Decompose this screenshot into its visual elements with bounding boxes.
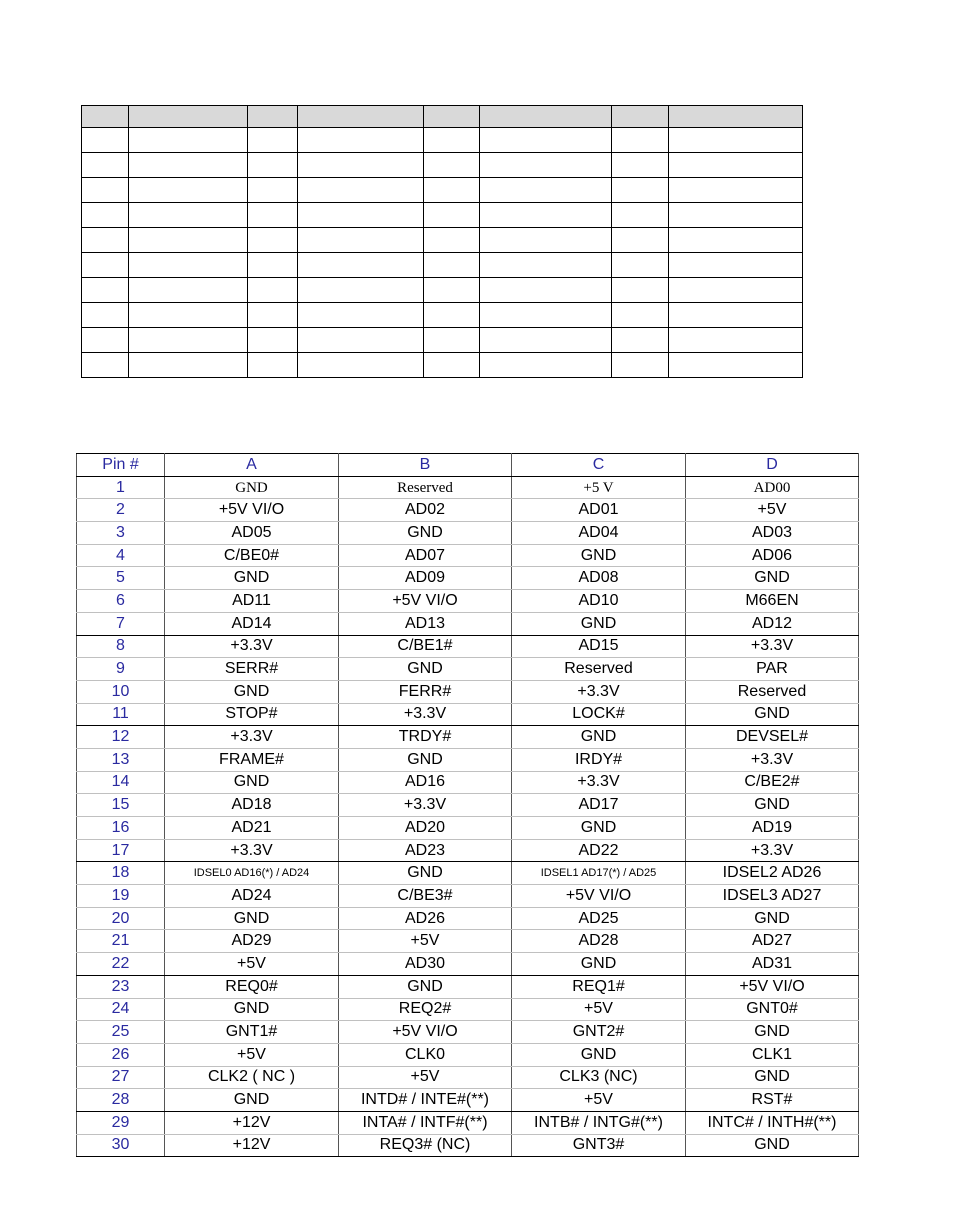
empty-grid-cell	[129, 128, 248, 153]
empty-grid-cell	[424, 153, 480, 178]
cell-b: AD02	[339, 499, 512, 522]
empty-grid-cell	[248, 106, 298, 128]
cell-pin: 9	[77, 658, 165, 681]
cell-d: AD06	[686, 544, 859, 567]
cell-b: AD13	[339, 612, 512, 635]
empty-grid-cell	[612, 153, 669, 178]
table-row	[77, 680, 859, 703]
empty-grid-cell	[248, 253, 298, 278]
cell-a: GND	[165, 476, 339, 499]
table-row	[77, 907, 859, 930]
empty-grid-cell	[669, 128, 803, 153]
empty-grid-cell	[424, 228, 480, 253]
cell-d: C/BE2#	[686, 771, 859, 794]
cell-b: +5V	[339, 930, 512, 953]
table-row	[77, 612, 859, 635]
cell-c: +5 V	[512, 476, 686, 499]
pin-assignment-table	[76, 453, 859, 1157]
cell-b: +3.3V	[339, 703, 512, 726]
empty-grid-cell	[612, 128, 669, 153]
cell-pin: 30	[77, 1134, 165, 1157]
empty-grid-cell	[298, 328, 424, 353]
cell-c: +3.3V	[512, 771, 686, 794]
empty-grid-cell	[298, 153, 424, 178]
cell-b: GND	[339, 748, 512, 771]
empty-grid-cell	[129, 203, 248, 228]
cell-c: GNT2#	[512, 1021, 686, 1044]
empty-grid-cell	[129, 228, 248, 253]
empty-grid-cell	[612, 253, 669, 278]
cell-d: IDSEL2 AD26	[686, 862, 859, 885]
cell-a: +5V VI/O	[165, 499, 339, 522]
table-row	[77, 635, 859, 658]
empty-grid-cell	[424, 353, 480, 378]
empty-grid-cell	[248, 178, 298, 203]
empty-grid-cell	[669, 303, 803, 328]
empty-grid-cell	[298, 228, 424, 253]
empty-grid-cell	[669, 278, 803, 303]
cell-c: AD10	[512, 590, 686, 613]
cell-a: AD11	[165, 590, 339, 613]
cell-b: +5V VI/O	[339, 590, 512, 613]
table-row	[77, 1089, 859, 1112]
empty-grid-table	[81, 105, 803, 378]
cell-pin: 8	[77, 635, 165, 658]
empty-grid-cell	[669, 253, 803, 278]
cell-d: M66EN	[686, 590, 859, 613]
empty-grid-cell	[480, 353, 612, 378]
cell-a: +12V	[165, 1111, 339, 1134]
cell-b: AD07	[339, 544, 512, 567]
cell-d: GND	[686, 567, 859, 590]
cell-b: AD20	[339, 817, 512, 840]
table-row	[77, 930, 859, 953]
cell-b: AD16	[339, 771, 512, 794]
cell-a: +5V	[165, 1043, 339, 1066]
table-row	[77, 567, 859, 590]
cell-d: AD03	[686, 522, 859, 545]
table-row	[77, 998, 859, 1021]
cell-d: GND	[686, 1021, 859, 1044]
cell-pin: 3	[77, 522, 165, 545]
cell-pin: 22	[77, 953, 165, 976]
cell-b: +5V	[339, 1066, 512, 1089]
cell-c: GND	[512, 544, 686, 567]
table-row	[77, 590, 859, 613]
empty-grid-cell	[424, 278, 480, 303]
cell-c: GND	[512, 726, 686, 749]
cell-d: +3.3V	[686, 748, 859, 771]
cell-b: GND	[339, 522, 512, 545]
empty-grid-cell	[424, 253, 480, 278]
empty-grid-cell	[129, 303, 248, 328]
cell-c: GND	[512, 953, 686, 976]
cell-pin: 1	[77, 476, 165, 499]
cell-b: INTD# / INTE#(**)	[339, 1089, 512, 1112]
cell-c: INTB# / INTG#(**)	[512, 1111, 686, 1134]
cell-a: GND	[165, 907, 339, 930]
table-row	[77, 839, 859, 862]
cell-c: LOCK#	[512, 703, 686, 726]
cell-a: +3.3V	[165, 839, 339, 862]
empty-grid-cell	[298, 106, 424, 128]
empty-grid-row	[82, 228, 803, 253]
cell-a: CLK2 ( NC )	[165, 1066, 339, 1089]
empty-grid-cell	[480, 278, 612, 303]
cell-d: PAR	[686, 658, 859, 681]
cell-pin: 21	[77, 930, 165, 953]
cell-d: +3.3V	[686, 839, 859, 862]
table-row	[77, 1066, 859, 1089]
empty-grid-cell	[669, 153, 803, 178]
cell-pin: 24	[77, 998, 165, 1021]
cell-pin: 20	[77, 907, 165, 930]
cell-b: GND	[339, 975, 512, 998]
cell-d: +5V VI/O	[686, 975, 859, 998]
empty-grid-cell	[424, 128, 480, 153]
cell-b: C/BE3#	[339, 885, 512, 908]
empty-grid-cell	[480, 178, 612, 203]
empty-grid-cell	[82, 128, 129, 153]
empty-grid-cell	[612, 203, 669, 228]
cell-pin: 27	[77, 1066, 165, 1089]
cell-c: IRDY#	[512, 748, 686, 771]
cell-c: CLK3 (NC)	[512, 1066, 686, 1089]
cell-pin: 14	[77, 771, 165, 794]
table-row	[77, 499, 859, 522]
cell-a: C/BE0#	[165, 544, 339, 567]
cell-c: GND	[512, 1043, 686, 1066]
cell-a: GND	[165, 998, 339, 1021]
cell-pin: 19	[77, 885, 165, 908]
cell-b: GND	[339, 862, 512, 885]
cell-a: GNT1#	[165, 1021, 339, 1044]
cell-d: GND	[686, 703, 859, 726]
cell-c: GND	[512, 612, 686, 635]
header-b: B	[339, 454, 512, 477]
empty-grid-cell	[480, 128, 612, 153]
empty-grid-cell	[669, 203, 803, 228]
empty-grid-cell	[129, 353, 248, 378]
cell-pin: 17	[77, 839, 165, 862]
table-row	[77, 1021, 859, 1044]
empty-grid-cell	[82, 178, 129, 203]
empty-grid-cell	[298, 353, 424, 378]
empty-grid-cell	[424, 328, 480, 353]
cell-c: +5V	[512, 998, 686, 1021]
cell-a: +3.3V	[165, 726, 339, 749]
cell-c: AD04	[512, 522, 686, 545]
table-row	[77, 544, 859, 567]
empty-grid-cell	[129, 328, 248, 353]
cell-pin: 12	[77, 726, 165, 749]
empty-grid-cell	[480, 328, 612, 353]
cell-d: INTC# / INTH#(**)	[686, 1111, 859, 1134]
empty-grid-cell	[248, 128, 298, 153]
cell-b: CLK0	[339, 1043, 512, 1066]
cell-b: AD09	[339, 567, 512, 590]
table-row	[77, 476, 859, 499]
empty-grid-row	[82, 153, 803, 178]
table-row	[77, 817, 859, 840]
cell-pin: 23	[77, 975, 165, 998]
empty-grid-cell	[298, 128, 424, 153]
cell-d: GND	[686, 907, 859, 930]
cell-c: GND	[512, 817, 686, 840]
empty-grid-row	[82, 203, 803, 228]
empty-grid-cell	[612, 278, 669, 303]
empty-grid-cell	[612, 228, 669, 253]
cell-c: GNT3#	[512, 1134, 686, 1157]
empty-grid-cell	[129, 153, 248, 178]
cell-pin: 15	[77, 794, 165, 817]
cell-b: AD23	[339, 839, 512, 862]
empty-grid-cell	[480, 253, 612, 278]
empty-grid-cell	[82, 106, 129, 128]
empty-grid-cell	[424, 106, 480, 128]
cell-c: AD15	[512, 635, 686, 658]
cell-a: AD18	[165, 794, 339, 817]
empty-grid-cell	[424, 203, 480, 228]
cell-c: AD25	[512, 907, 686, 930]
table-row	[77, 726, 859, 749]
cell-d: GND	[686, 1066, 859, 1089]
empty-grid-cell	[129, 278, 248, 303]
empty-grid-cell	[248, 353, 298, 378]
cell-c: +3.3V	[512, 680, 686, 703]
cell-b: AD26	[339, 907, 512, 930]
empty-grid-cell	[248, 203, 298, 228]
cell-a: AD29	[165, 930, 339, 953]
cell-d: AD31	[686, 953, 859, 976]
cell-d: +5V	[686, 499, 859, 522]
cell-b: +5V VI/O	[339, 1021, 512, 1044]
table-row	[77, 885, 859, 908]
cell-a: +5V	[165, 953, 339, 976]
empty-grid-cell	[248, 303, 298, 328]
empty-grid-cell	[424, 303, 480, 328]
cell-d: AD19	[686, 817, 859, 840]
empty-grid-cell	[669, 106, 803, 128]
cell-c: +5V	[512, 1089, 686, 1112]
empty-grid-cell	[82, 253, 129, 278]
empty-grid-cell	[82, 153, 129, 178]
empty-grid-cell	[248, 153, 298, 178]
cell-c: REQ1#	[512, 975, 686, 998]
empty-grid-cell	[612, 106, 669, 128]
cell-a: STOP#	[165, 703, 339, 726]
cell-a: GND	[165, 771, 339, 794]
empty-grid-cell	[612, 328, 669, 353]
cell-pin: 11	[77, 703, 165, 726]
cell-b: +3.3V	[339, 794, 512, 817]
empty-grid-cell	[82, 353, 129, 378]
cell-d: RST#	[686, 1089, 859, 1112]
cell-pin: 26	[77, 1043, 165, 1066]
empty-grid-cell	[669, 228, 803, 253]
cell-c: AD17	[512, 794, 686, 817]
cell-c: AD22	[512, 839, 686, 862]
cell-d: DEVSEL#	[686, 726, 859, 749]
empty-grid-cell	[480, 106, 612, 128]
cell-pin: 13	[77, 748, 165, 771]
cell-d: GND	[686, 794, 859, 817]
cell-pin: 5	[77, 567, 165, 590]
empty-grid-cell	[480, 203, 612, 228]
empty-grid-cell	[424, 178, 480, 203]
table-row	[77, 522, 859, 545]
cell-c: +5V VI/O	[512, 885, 686, 908]
cell-d: AD27	[686, 930, 859, 953]
empty-grid-cell	[129, 253, 248, 278]
cell-a: GND	[165, 1089, 339, 1112]
empty-grid-cell	[82, 303, 129, 328]
cell-a: SERR#	[165, 658, 339, 681]
cell-a: AD05	[165, 522, 339, 545]
cell-b: AD30	[339, 953, 512, 976]
cell-b: REQ2#	[339, 998, 512, 1021]
empty-grid-cell	[480, 153, 612, 178]
table-row	[77, 794, 859, 817]
table-row	[77, 862, 859, 885]
cell-a: +3.3V	[165, 635, 339, 658]
table-row	[77, 975, 859, 998]
cell-b: GND	[339, 658, 512, 681]
table-row	[77, 953, 859, 976]
cell-c: Reserved	[512, 658, 686, 681]
cell-c: AD28	[512, 930, 686, 953]
table-row	[77, 771, 859, 794]
empty-grid-header-row	[82, 106, 803, 128]
header-d: D	[686, 454, 859, 477]
empty-grid-cell	[129, 178, 248, 203]
empty-grid-cell	[298, 303, 424, 328]
cell-pin: 2	[77, 499, 165, 522]
cell-pin: 29	[77, 1111, 165, 1134]
cell-b: C/BE1#	[339, 635, 512, 658]
cell-pin: 7	[77, 612, 165, 635]
empty-grid-cell	[612, 303, 669, 328]
empty-grid-row	[82, 353, 803, 378]
cell-d: IDSEL3 AD27	[686, 885, 859, 908]
empty-grid-cell	[669, 353, 803, 378]
cell-b: Reserved	[339, 476, 512, 499]
empty-grid-cell	[669, 328, 803, 353]
cell-d: CLK1	[686, 1043, 859, 1066]
empty-grid-cell	[480, 303, 612, 328]
empty-grid-cell	[248, 278, 298, 303]
cell-a: FRAME#	[165, 748, 339, 771]
empty-grid-row	[82, 303, 803, 328]
cell-a: +12V	[165, 1134, 339, 1157]
empty-grid-cell	[669, 178, 803, 203]
cell-pin: 18	[77, 862, 165, 885]
empty-grid-cell	[612, 178, 669, 203]
empty-grid-row	[82, 128, 803, 153]
cell-a: IDSEL0 AD16(*) / AD24	[165, 862, 339, 885]
empty-grid-cell	[82, 278, 129, 303]
cell-pin: 6	[77, 590, 165, 613]
empty-grid-cell	[82, 328, 129, 353]
cell-pin: 4	[77, 544, 165, 567]
cell-d: AD12	[686, 612, 859, 635]
empty-grid-cell	[298, 253, 424, 278]
cell-d: AD00	[686, 476, 859, 499]
empty-grid-cell	[298, 203, 424, 228]
cell-c: AD08	[512, 567, 686, 590]
empty-grid-row	[82, 253, 803, 278]
cell-b: INTA# / INTF#(**)	[339, 1111, 512, 1134]
cell-pin: 10	[77, 680, 165, 703]
table-row	[77, 1043, 859, 1066]
cell-d: GND	[686, 1134, 859, 1157]
empty-grid-row	[82, 278, 803, 303]
cell-a: REQ0#	[165, 975, 339, 998]
cell-a: AD21	[165, 817, 339, 840]
empty-grid-cell	[298, 278, 424, 303]
empty-grid-cell	[248, 328, 298, 353]
cell-a: GND	[165, 567, 339, 590]
empty-grid-cell	[82, 203, 129, 228]
header-c: C	[512, 454, 686, 477]
cell-b: REQ3# (NC)	[339, 1134, 512, 1157]
table-row	[77, 1111, 859, 1134]
cell-b: FERR#	[339, 680, 512, 703]
empty-grid-cell	[480, 228, 612, 253]
empty-grid-cell	[612, 353, 669, 378]
cell-pin: 28	[77, 1089, 165, 1112]
empty-grid-row	[82, 178, 803, 203]
cell-pin: 25	[77, 1021, 165, 1044]
pin-table-header-row	[77, 454, 859, 477]
cell-a: AD14	[165, 612, 339, 635]
table-row	[77, 703, 859, 726]
empty-grid-cell	[248, 228, 298, 253]
empty-grid-row	[82, 328, 803, 353]
empty-grid-cell	[129, 106, 248, 128]
header-pin: Pin #	[77, 454, 165, 477]
cell-c: IDSEL1 AD17(*) / AD25	[512, 862, 686, 885]
cell-d: +3.3V	[686, 635, 859, 658]
cell-a: GND	[165, 680, 339, 703]
header-a: A	[165, 454, 339, 477]
cell-c: AD01	[512, 499, 686, 522]
cell-d: GNT0#	[686, 998, 859, 1021]
table-row	[77, 658, 859, 681]
cell-pin: 16	[77, 817, 165, 840]
cell-b: TRDY#	[339, 726, 512, 749]
empty-grid-cell	[298, 178, 424, 203]
table-row	[77, 1134, 859, 1157]
cell-a: AD24	[165, 885, 339, 908]
table-row	[77, 748, 859, 771]
empty-grid-cell	[82, 228, 129, 253]
cell-d: Reserved	[686, 680, 859, 703]
